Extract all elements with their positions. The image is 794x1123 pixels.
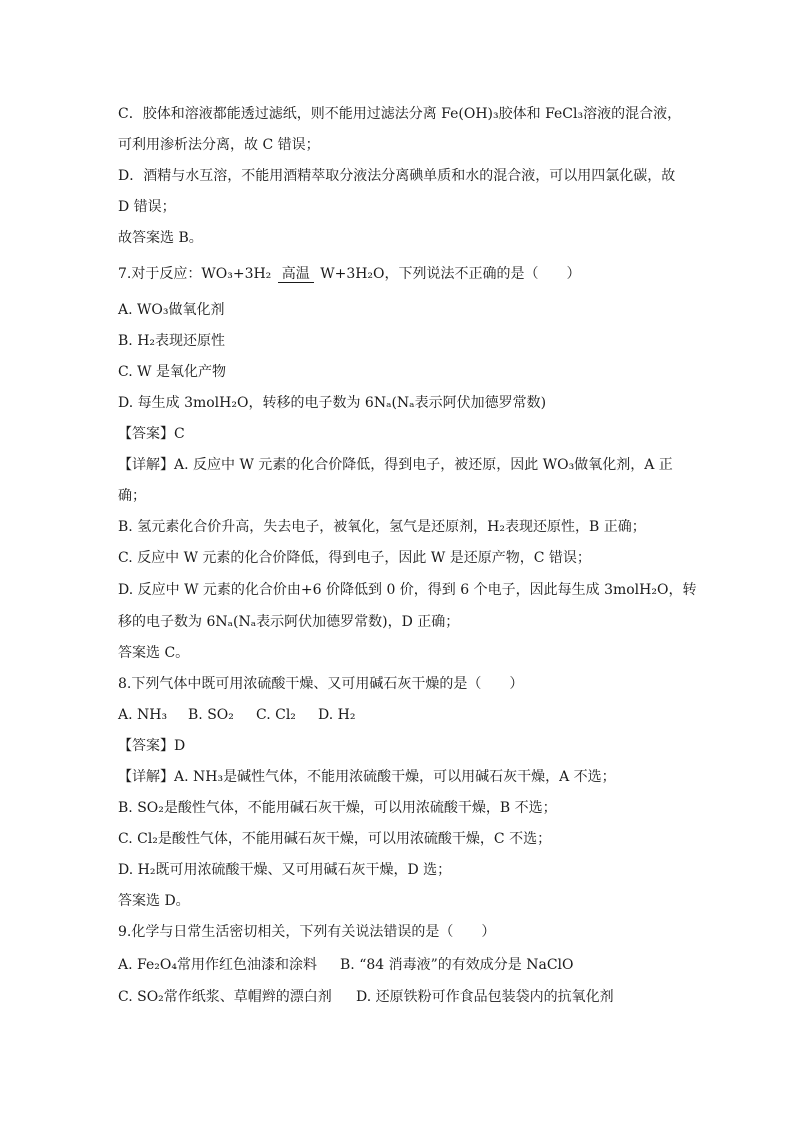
option-a: A. NH₃ — [118, 707, 168, 723]
option-c: C. Cl₂ — [256, 707, 296, 723]
reaction-condition: 高温 — [278, 264, 314, 284]
detail-line: B. SO₂是酸性气体，不能用碱石灰干燥，可以用浓硫酸干燥，B 不选； — [118, 800, 557, 816]
detail-line: D. 反应中 W 元素的化合价由+6 价降低到 0 价，得到 6 个电子，因此每生成 3molH₂O，转 — [118, 582, 697, 598]
explanation-line: 可利用渗析法分离，故 C 错误； — [118, 137, 320, 153]
option-a: A. WO₃做氧化剂 — [118, 302, 225, 318]
answer-label: 【答案】D — [118, 738, 186, 754]
question-9-options-row — [118, 987, 614, 1007]
question-8-options — [118, 705, 355, 725]
question-9-options-row — [118, 955, 573, 975]
detail-line: C. Cl₂是酸性气体，不能用碱石灰干燥，可以用浓硫酸干燥，C 不选； — [118, 831, 552, 847]
explanation-line: D．酒精与水互溶，不能用酒精萃取分液法分离碘单质和水的混合液，可以用四氯化碳，故 — [118, 168, 676, 184]
detail-line: C. 反应中 W 元素的化合价降低，得到电子，因此 W 是还原产物，C 错误； — [118, 550, 591, 566]
option-c: C. SO₂常作纸浆、草帽辫的漂白剂 — [118, 989, 332, 1005]
option-b: B. “84 消毒液”的有效成分是 NaClO — [340, 957, 574, 973]
question-9-stem: 9.化学与日常生活密切相关，下列有关说法错误的是（ ） — [118, 924, 496, 940]
option-d: D. 还原铁粉可作食品包装袋内的抗氧化剂 — [356, 989, 614, 1005]
detail-line: 答案选 C。 — [118, 645, 190, 661]
stem-part: W+3H₂O，下列说法不正确的是（ ） — [315, 266, 581, 282]
detail-line: 确； — [118, 488, 146, 504]
option-d: D. H₂ — [318, 707, 356, 723]
answer-label: 【答案】C — [118, 426, 185, 442]
explanation-line: D 错误； — [118, 199, 176, 215]
option-b: B. H₂表现还原性 — [118, 333, 226, 349]
detail-line: 答案选 D。 — [118, 893, 190, 909]
option-c: C. W 是氧化产物 — [118, 364, 226, 380]
stem-part: 7.对于反应：WO₃+3H₂ — [118, 266, 276, 282]
option-d: D. 每生成 3molH₂O，转移的电子数为 6Nₐ(Nₐ表示阿伏加德罗常数) — [118, 395, 547, 411]
conclusion-line: 故答案选 B。 — [118, 230, 203, 246]
detail-line: B. 氢元素化合价升高，失去电子，被氧化，氢气是还原剂，H₂表现还原性，B 正确； — [118, 519, 646, 535]
detail-line: D. H₂既可用浓硫酸干燥、又可用碱石灰干燥，D 选； — [118, 862, 452, 878]
option-a: A. Fe₂O₄常用作红色油漆和涂料 — [118, 957, 317, 973]
explanation-line: C．胶体和溶液都能透过滤纸，则不能用过滤法分离 Fe(OH)₃胶体和 FeCl₃溶液的混合液， — [118, 106, 682, 122]
detail-line: 【详解】A. 反应中 W 元素的化合价降低，得到电子，被还原，因此 WO₃做氧化剂，A 正 — [118, 457, 673, 473]
detail-line: 移的电子数为 6Nₐ(Nₐ表示阿伏加德罗常数)，D 正确； — [118, 614, 460, 630]
option-b: B. SO₂ — [188, 707, 234, 723]
question-7-stem — [118, 264, 581, 284]
question-8-stem: 8.下列气体中既可用浓硫酸干燥、又可用碱石灰干燥的是（ ） — [118, 676, 524, 692]
detail-line: 【详解】A. NH₃是碱性气体，不能用浓硫酸干燥，可以用碱石灰干燥，A 不选； — [118, 769, 616, 785]
